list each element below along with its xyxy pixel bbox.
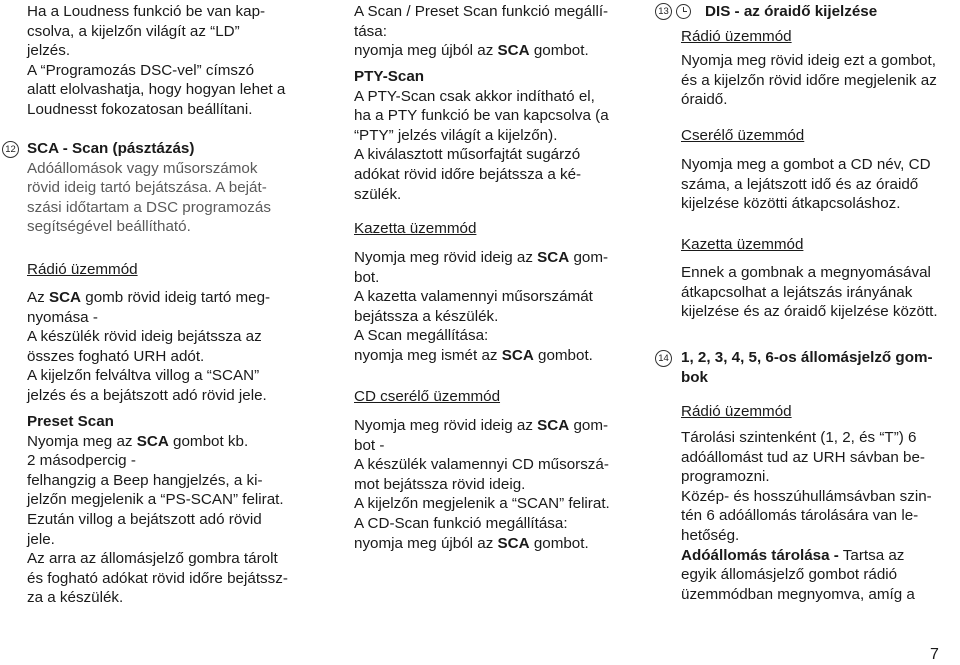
text-line: za a készülék. — [27, 589, 124, 607]
cassette-paragraph — [681, 263, 938, 322]
text-line: A készülék valamennyi CD műsorszá- — [354, 456, 609, 474]
subheading-changer-mode: Cserélő üzemmód — [681, 127, 805, 144]
radio-paragraph — [27, 288, 270, 406]
text-line: A “Programozás DSC-vel” címszó — [27, 61, 255, 79]
subheading-cd-changer-mode: CD cserélő üzemmód — [354, 388, 501, 405]
store-paragraph — [681, 428, 932, 604]
section-number-13: 13 — [655, 3, 672, 20]
text-line: Tárolási szintenként (1, 2, és “T”) 6 — [681, 429, 917, 446]
text-line: Az arra az állomásjelző gombra tárolt — [27, 550, 278, 568]
text-line: ha a PTY funkció be van kapcsolva (a — [354, 107, 609, 125]
text-line: szülék. — [354, 185, 402, 203]
text-line: szási időtartam a DSC programozás — [27, 198, 271, 216]
text-line: A készülék rövid ideig bejátssza az — [27, 328, 262, 346]
text-line: óraidő. — [681, 91, 728, 109]
subheading-radio-mode: Rádió üzemmód — [681, 403, 792, 420]
text-line: A PTY-Scan csak akkor indítható el, — [354, 87, 595, 105]
text-line: tása: — [354, 22, 387, 40]
text-line: A kiválasztott műsorfajtát sugárzó — [354, 146, 581, 164]
cassette-paragraph — [354, 248, 608, 366]
text-line: összes fogható URH adót. — [27, 347, 205, 365]
text-line: egyik állomásjelző gombot rádió — [681, 566, 898, 584]
text-line: mot bejátssza rövid ideig. — [354, 475, 526, 493]
text-line: Közép- és hosszúhullámsávban szin- — [681, 487, 932, 505]
text-line: A Scan / Preset Scan funkció megállí- — [354, 3, 609, 20]
section-title-line: 1, 2, 3, 4, 5, 6-os állomásjelző gom- — [681, 349, 933, 366]
text-line: adóállomást tud az URH sávban be- — [681, 448, 925, 466]
text-line: és fogható adókat rövid időre bejátssz- — [27, 569, 288, 587]
text-line: kijelzése közötti átkapcsoláshoz. — [681, 195, 901, 213]
text-line: Nyomja meg rövid ideig az SCA gom- — [354, 249, 609, 266]
clock-icon — [676, 4, 691, 19]
text-line: nyomja meg újból az SCA gombot. — [354, 42, 589, 60]
section-number-12: 12 — [2, 141, 19, 158]
text-line: és a kijelzőn rövid időre megjelenik az — [681, 71, 937, 89]
text-line: segítségével beállítható. — [27, 218, 191, 236]
text-line: Ezután villog a bejátszott adó rövid — [27, 510, 262, 528]
text-line: Nyomja meg rövid ideig az SCA gom- — [354, 417, 609, 434]
subheading-cassette-mode: Kazetta üzemmód — [681, 236, 804, 253]
text-line: jelzés. — [27, 42, 71, 60]
text-line: nyomja meg ismét az SCA gombot. — [354, 346, 593, 364]
intro-paragraph — [27, 2, 285, 120]
text-line: jelzőn megjelenik a “PS-SCAN” felirat. — [27, 491, 284, 509]
text-line: programozni. — [681, 468, 770, 486]
text-line: jele. — [27, 530, 55, 548]
text-line: üzemmódban megnyomva, amíg a — [681, 585, 915, 603]
text-line: bot. — [354, 268, 380, 286]
text-line: Nyomja meg rövid ideig ezt a gombot, — [681, 52, 936, 69]
text-line: A kijelzőn felváltva villog a “SCAN” — [27, 367, 260, 385]
text-line: Az SCA gomb rövid ideig tartó meg- — [27, 289, 271, 306]
page-number: 7 — [930, 646, 939, 663]
text-line: rövid ideig tartó bejátszása. A beját- — [27, 179, 267, 197]
text-line: A kazetta valamennyi műsorszámát — [354, 288, 593, 306]
text-line: A Scan megállítása: — [354, 327, 489, 345]
text-line: Nyomja meg a gombot a CD név, CD — [681, 156, 931, 173]
changer-paragraph — [681, 155, 931, 214]
text-line: átkapcsolhat a lejátszás irányának — [681, 283, 913, 301]
text-line: kijelzése és az óraidő kijelzése között. — [681, 303, 938, 321]
text-line: tén 6 adóállomás tárolására van le- — [681, 507, 919, 525]
preset-scan-paragraph — [27, 412, 288, 608]
text-line: száma, a lejátszott idő és az óraidő — [681, 175, 919, 193]
pty-scan-section — [354, 67, 609, 204]
radio-paragraph — [681, 51, 937, 110]
cd-changer-paragraph — [354, 416, 610, 553]
scan-stop-paragraph — [354, 2, 608, 61]
subheading-radio-mode: Rádió üzemmód — [27, 261, 138, 278]
subheading-cassette-mode: Kazetta üzemmód — [354, 220, 477, 237]
text-line: Nyomja meg az SCA gombot kb. — [27, 432, 249, 450]
text-line: Ha a Loudness funkció be van kap- — [27, 3, 266, 20]
text-line: A CD-Scan funkció megállítása: — [354, 514, 568, 532]
text-line: alatt elolvashatja, hogy hogyan lehet a — [27, 81, 286, 99]
text-line: nyomja meg újból az SCA gombot. — [354, 534, 589, 552]
preset-scan-title: Preset Scan — [27, 413, 114, 430]
text-line: Loudnesst fokozatosan beállítani. — [27, 100, 253, 118]
section-13-title: DIS - az óraidő kijelzése — [705, 3, 878, 20]
text-line: bejátssza a készülék. — [354, 307, 499, 325]
text-line: adókat rövid időre bejátssza a ké- — [354, 165, 582, 183]
text-line: 2 másodpercig - — [27, 452, 136, 470]
text-line: A kijelzőn megjelenik a “SCAN” felirat. — [354, 495, 610, 513]
text-line: Ennek a gombnak a megnyomásával — [681, 264, 931, 281]
section-title-line: bok — [681, 368, 709, 386]
section-14-title — [681, 348, 933, 387]
text-line: Adóállomások vagy műsorszámok — [27, 159, 258, 177]
text-line: bot - — [354, 436, 385, 454]
text-line: Adóállomás tárolása - Tartsa az — [681, 546, 905, 564]
section-12 — [27, 139, 271, 237]
text-line: felhangzig a Beep hangjelzés, a ki- — [27, 471, 263, 489]
text-line: csolva, a kijelzőn világít az “LD” — [27, 22, 240, 40]
text-line: “PTY” jelzés világít a kijelzőn). — [354, 126, 558, 144]
pty-scan-title: PTY-Scan — [354, 68, 425, 85]
text-line: nyomása - — [27, 308, 98, 326]
text-line: jelzés és a bejátszott adó rövid jele. — [27, 386, 267, 404]
text-line: hetőség. — [681, 526, 740, 544]
subheading-radio-mode: Rádió üzemmód — [681, 28, 792, 45]
section-number-14: 14 — [655, 350, 672, 367]
section-title: SCA - Scan (pásztázás) — [27, 140, 195, 157]
